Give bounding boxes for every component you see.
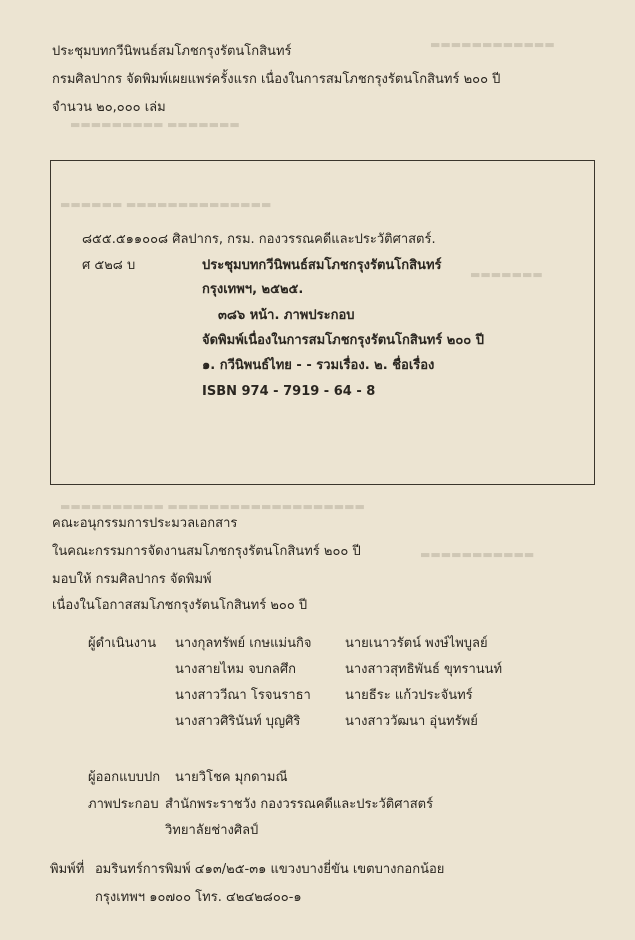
staff-name: นางกุลทรัพย์ เกษแม่นกิจ <box>175 636 312 651</box>
illustrations-source-1: สำนักพระราชวัง กองวรรณคดีและประวัติศาสตร์ <box>165 797 434 812</box>
committee-line-2: ในคณะกรรมการจัดงานสมโภชกรุงรัตนโกสินทร์ ๒๐๐ ปี <box>52 544 361 559</box>
staff-name: นางสาวสุทธิพันธ์ ขุทรานนท์ <box>345 662 503 677</box>
illustrations-label: ภาพประกอบ <box>88 797 159 812</box>
committee-line-4: เนื่องในโอกาสสมโภชกรุงรัตนโกสินทร์ ๒๐๐ ปี <box>52 598 308 613</box>
header-series-title: ประชุมบทกวีนิพนธ์สมโภชกรุงรัตนโกสินทร์ <box>52 44 292 59</box>
committee-line-3: มอบให้ กรมศิลปากร จัดพิมพ์ <box>52 572 212 587</box>
staff-name: นางสายไหม จบกลศึก <box>175 662 297 677</box>
staff-name: นายเนาวรัตน์ พงษ์ไพบูลย์ <box>345 636 488 651</box>
header-print-run: จำนวน ๒๐,๐๐๐ เล่ม <box>52 100 166 115</box>
printer-address: อมรินทร์การพิมพ์ ๔๑๓/๒๕-๓๑ แขวงบางยี่ขัน เขตบางกอกน้อย <box>95 862 445 877</box>
illustrations-source-2: วิทยาลัยช่างศิลป์ <box>165 823 259 838</box>
catalog-note: จัดพิมพ์เนื่องในการสมโภชกรุงรัตนโกสินทร์ ๒๐๐ ปี <box>202 333 485 348</box>
cover-designer-label: ผู้ออกแบบปก <box>88 770 161 785</box>
printer-city-phone: กรุงเทพฯ ๑๐๗๐๐ โทร. ๔๒๔๒๘๐๐-๑ <box>95 890 302 905</box>
header-publisher-line: กรมศิลปากร จัดพิมพ์เผยแพร่ครั้งแรก เนื่องในการสมโภชกรุงรัตนโกสินทร์ ๒๐๐ ปี <box>52 72 501 87</box>
catalog-subjects: ๑. กวีนิพนธ์ไทย - - รวมเรื่อง. ๒. ชื่อเรื่อง <box>202 358 435 373</box>
staff-name: นางสาววีณา โรจนราธา <box>175 688 311 703</box>
catalog-imprint: กรุงเทพฯ, ๒๕๒๕. <box>202 282 304 297</box>
staff-label: ผู้ดำเนินงาน <box>88 636 157 651</box>
committee-line-1: คณะอนุกรรมการประมวลเอกสาร <box>52 516 238 531</box>
staff-name: นายธีระ แก้วประจันทร์ <box>345 688 473 703</box>
printer-label: พิมพ์ที่ <box>50 862 85 877</box>
cover-designer-name: นายวิโชค มุกดามณี <box>175 770 288 785</box>
catalog-call-number: ศ ๕๒๘ บ <box>82 258 136 273</box>
staff-name: นางสาวศิรินันท์ บุญศิริ <box>175 714 301 729</box>
staff-name: นางสาววัฒนา อุ่นทรัพย์ <box>345 714 478 729</box>
copyright-page: ▬▬▬▬▬▬▬▬▬▬▬▬ ▬▬▬▬▬▬▬▬▬ ▬▬▬▬▬▬▬ ▬▬▬▬▬▬ ▬▬▬▬▬▬▬▬▬▬▬▬▬▬ ▬▬▬▬▬▬▬ ▬▬▬▬▬▬▬▬▬▬ ▬▬▬▬▬▬▬▬▬▬▬▬▬▬▬▬▬▬▬ ▬▬▬▬▬▬▬▬▬▬▬ ประชุมบทกวีนิพนธ์สมโภชกรุงรัตนโกสินทร์ กรมศิลปากร จัดพิมพ์เผยแพร่ครั้งแรก เนื่องในการสมโภชกรุงรัตนโกสินทร์ ๒๐๐ ปี จำนวน ๒๐,๐๐๐ เล่ม ๘๕๕.๕๑๑๐๐๘ ศิลปากร, กรม. กองวรรณคดีและประวัติศาสตร์. ศ ๕๒๘ บ ประชุมบทกวีนิพนธ์สมโภชกรุงรัตนโกสินทร์ กรุงเทพฯ, ๒๕๒๕. ๓๘๖ หน้า. ภาพประกอบ จัดพิมพ์เนื่องในการสมโภชกรุงรัตนโกสินทร์ ๒๐๐ ปี ๑. กวีนิพนธ์ไทย - - รวมเรื่อง. ๒. ชื่อเรื่อง ISBN 974 - 7919 - 64 - 8 คณะอนุกรรมการประมวลเอกสาร ในคณะกรรมการจัดงานสมโภชกรุงรัตนโกสินทร์ ๒๐๐ ปี มอบให้ กรมศิลปากร จัดพิมพ์ เนื่องในโอกาสสมโภชกรุงรัตนโกสินทร์ ๒๐๐ ปี ผู้ดำเนินงาน นางกุลทรัพย์ เกษแม่นกิจ นายเนาวรัตน์ พงษ์ไพบูลย์ นางสายไหม จบกลศึก นางสาวสุทธิพันธ์ ขุทรานนท์ นางสาววีณา โรจนราธา นายธีระ แก้วประจันทร์ นางสาวศิรินันท์ บุญศิริ นางสาววัฒนา อุ่นทรัพย์ ผู้ออกแบบปก นายวิโชค มุกดามณี ภาพประกอบ สำนักพระราชวัง กองวรรณคดีและประวัติศาสตร์ วิทยาลัยช่างศิลป์ พิมพ์ที่ อมรินทร์การพิมพ์ ๔๑๓/๒๕-๓๑ แขวงบางยี่ขัน เขตบางกอกน้อย กรุงเทพฯ ๑๐๗๐๐ โทร. ๔๒๔๒๘๐๐-๑ <box>0 0 635 940</box>
catalog-title: ประชุมบทกวีนิพนธ์สมโภชกรุงรัตนโกสินทร์ <box>202 258 442 273</box>
catalog-class-number: ๘๕๕.๕๑๑๐๐๘ ศิลปากร, กรม. กองวรรณคดีและประวัติศาสตร์. <box>82 232 436 247</box>
catalog-isbn: ISBN 974 - 7919 - 64 - 8 <box>202 384 376 399</box>
catalog-pages: ๓๘๖ หน้า. ภาพประกอบ <box>218 308 355 323</box>
